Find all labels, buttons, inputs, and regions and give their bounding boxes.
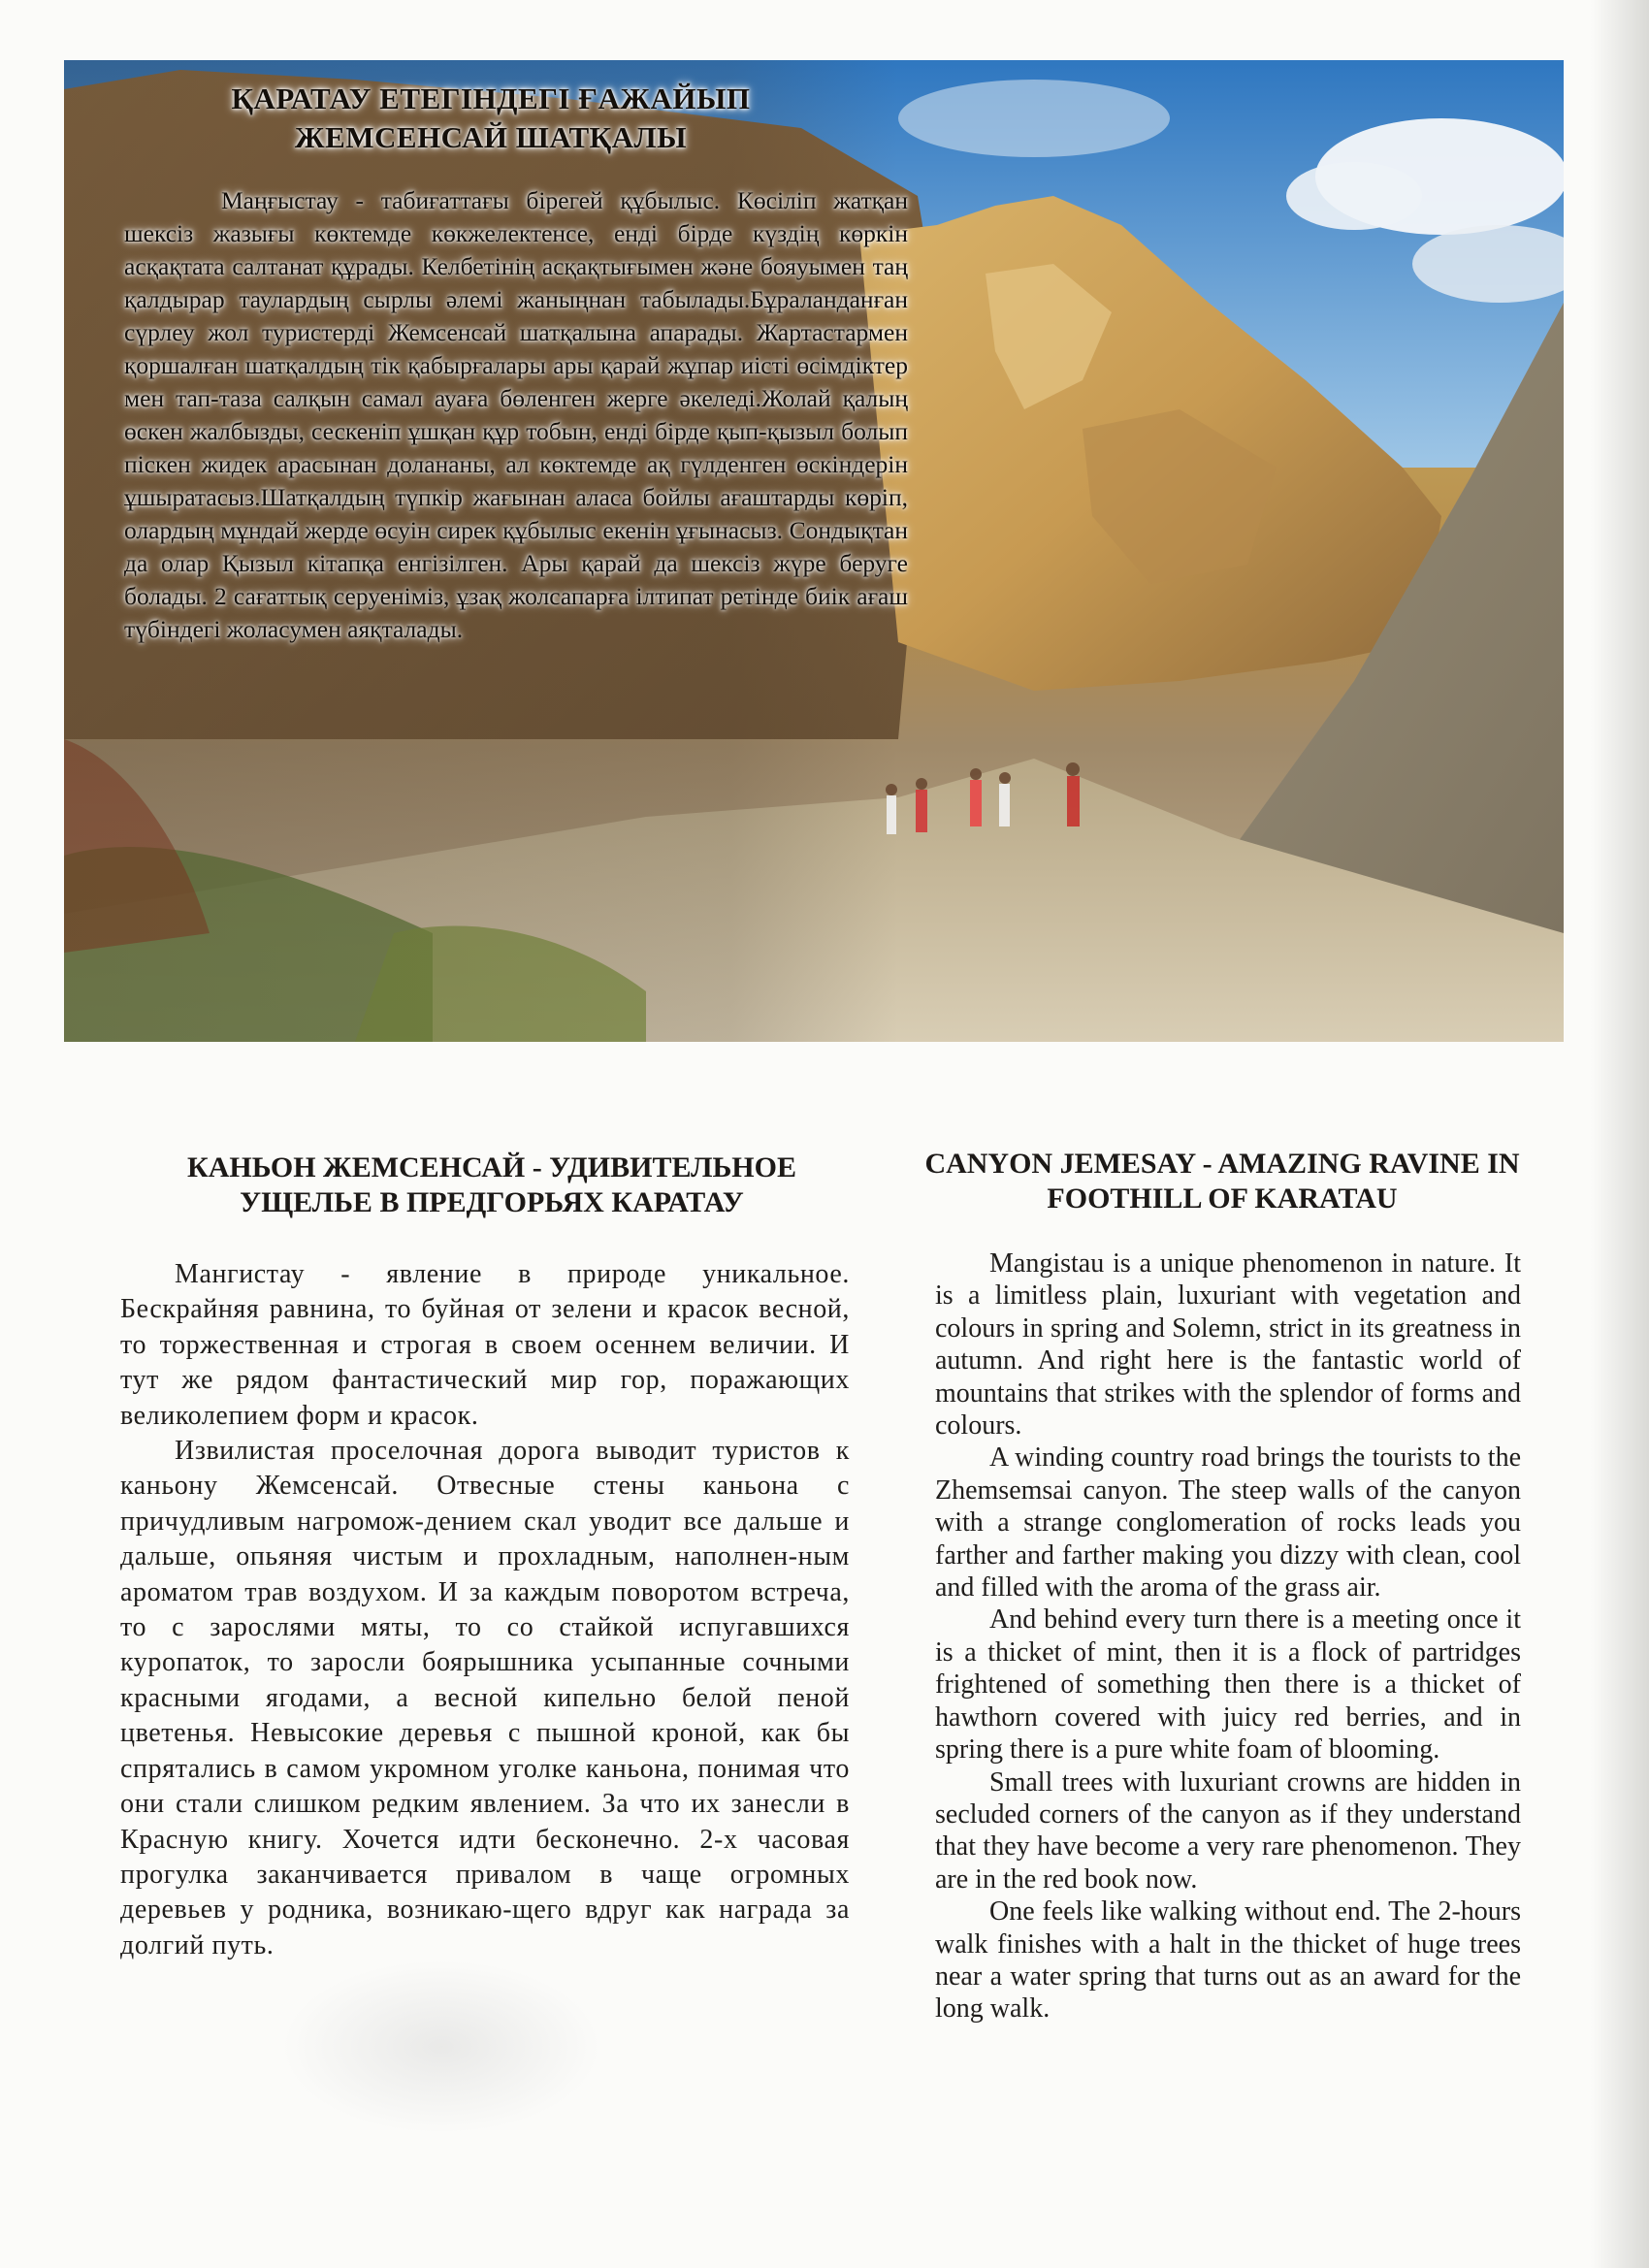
kazakh-title: ҚАРАТАУ ЕТЕГІНДЕГІ ҒАЖАЙЫП ЖЕМСЕНСАЙ ШАТҚАЛЫ bbox=[231, 81, 751, 154]
page-edge-shadow bbox=[1591, 0, 1649, 2268]
canyon-photo bbox=[64, 60, 1564, 1042]
russian-paragraph-1: Мангистау - явление в природе уникальное. Бескрайняя равнина, то буйная от зелени и красок весной, то торжественная и строгая в своем осеннем величии. И тут же рядом фантастический мир гор, поражающих великолепием форм и красок. bbox=[120, 1259, 850, 1431]
english-paragraph-5: One feels like walking without end. The 2-hours walk finishes with a halt in the thicket of huge trees near a water spring that turns out as an award for the long walk. bbox=[935, 1896, 1521, 2025]
english-paragraph-2: A winding country road brings the tourists to the Zhemsemsai canyon. The steep walls of the canyon with a strange conglomeration of rocks leads you farther and farther making you dizzy with clean, cool and filled with the aroma of the grass air. bbox=[935, 1442, 1521, 1604]
english-paragraph-4: Small trees with luxuriant crowns are hidden in secluded corners of the canyon as if they understand that they have become a very rare phenomenon. They are in the red book now. bbox=[935, 1766, 1521, 1895]
kazakh-body: Маңғыстау - табиғаттағы бірегей құбылыс. Көсіліп жатқан шексіз жазығы көктемде көкжелектенсе, енді бірде күздің көркін асқақтата салтанат құрады. Келбетінің асқақтығымен және бояуымен таң қалдырар таулардың сырлы әлемі жаныңнан табылады.Бұраланданған сүрлеу жол туристерді Жемсенсай шатқалына апарады. Жартастармен қоршалған шатқалдың тік қабырғалары ары қарай жұпар иісті өсімдіктер мен тап-таза салқын самал ауаға бөленген жерге әкеледі.Жолай қалың өскен жалбызды, сескеніп ұшқан құр тобын, енді бірде қып-қызыл болып піскен жидек арасынан долананы, ал көктемде ақ гүлденген өскіндерін ұшыратасыз.Шатқалдың түпкір жағынан аласа бойлы ағаштарды көріп, олардың мұндай жерде өсуін сирек құбылыс екенін ұғынасыз. Сондықтан да олар Қызыл кітапқа енгізілген. Ары қарай да шексіз жүре беруге болады. 2 сағаттық серуеніміз, ұзақ жолсапарға ілтипат ретінде биік ағаш түбіндегі жоласумен аяқталады. bbox=[124, 186, 908, 643]
russian-title: КАНЬОН ЖЕМСЕНСАЙ - УДИВИТЕЛЬНОЕ УЩЕЛЬЕ В ПРЕДГОРЬЯХ КАРАТАУ bbox=[187, 1151, 796, 1218]
english-paragraph-3: And behind every turn there is a meeting once it is a thicket of mint, then it is a flock of partridges frightened of something then there is a thicket of hawthorn covered with juicy red berries, and in spring there is a pure white foam of blooming. bbox=[935, 1604, 1521, 1766]
photo-text-overlay bbox=[64, 60, 908, 1042]
russian-body bbox=[120, 1257, 850, 1963]
english-body bbox=[935, 1247, 1521, 2025]
english-paragraph-1: Mangistau is a unique phenomenon in nature. It is a limitless plain, luxuriant with vegetation and colours in spring and Solemn, strict in its greatness in autumn. And right here is the fantastic world of mountains that strikes with the splendor of forms and colours. bbox=[935, 1248, 1521, 1442]
russian-paragraph-2: Извилистая проселочная дорога выводит туристов к каньону Жемсенсай. Отвесные стены каньона с причудливым нагромож-дением скал уводит все дальше и дальше, опьяняя чистым и прохладным, наполнен-ным ароматом трав воздухом. И за каждым поворотом встреча, то с зарослями мяты, то со стайкой испугавшихся куропаток, то заросли боярышника усыпанные сочными красными ягодами, а весной кипельно белой пеной цветенья. Невысокие деревья с пышной кроной, как бы спрятались в самом укромном уголке каньона, понимая что они стали слишком редким явлением. За что их занесли в Красную книгу. Хочется идти бесконечно. 2-х часовая прогулка заканчивается привалом в чаще огромных деревьев у родника, возникаю-щего вдруг как награда за долгий путь. bbox=[120, 1436, 850, 1960]
scan-blur bbox=[281, 1960, 601, 2134]
english-title: CANYON JEMESAY - AMAZING RAVINE IN FOOTHILL OF KARATAU bbox=[924, 1148, 1520, 1215]
